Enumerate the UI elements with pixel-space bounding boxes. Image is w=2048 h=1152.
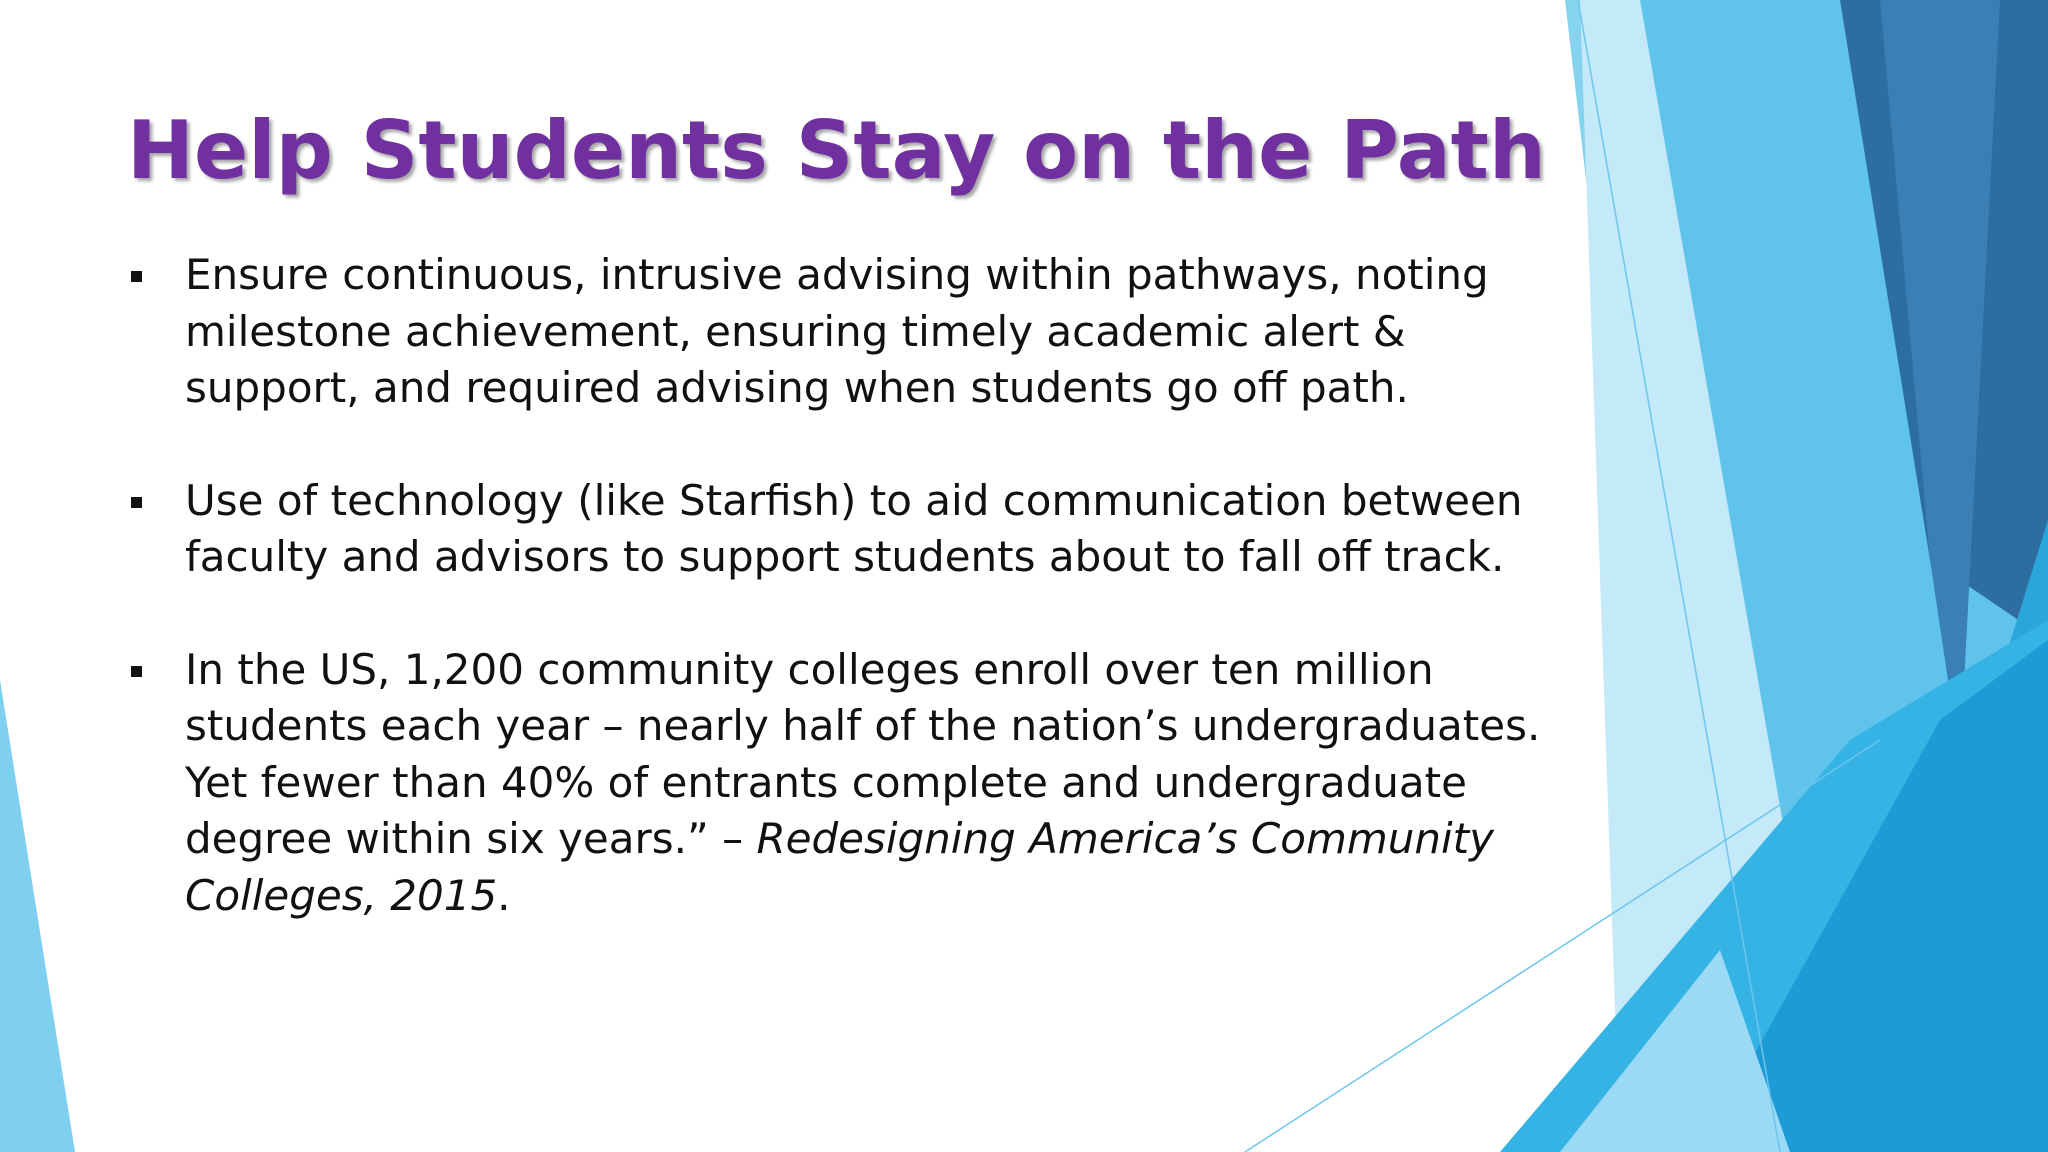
slide-title: Help Students Stay on the Path [127,104,1546,197]
bullet-text: Ensure continuous, intrusive advising within pathways, noting milestone achievement, ensuring timely academic alert & support, and required advising when students go off path. [185,250,1489,412]
citation-text: Redesigning America’s Community Colleges, 2015 [185,814,1495,920]
citation-end: . [497,870,511,920]
bullet-item-statistics [128,642,1548,925]
square-bullet-icon [131,497,142,508]
bullet-text: Use of technology (like Starfish) to aid communication between faculty and advisors to support students about to fall off track. [185,475,1523,581]
bullet-item-advising [128,247,1548,417]
facet-left-sliver [0,680,75,1152]
bullet-item-technology [128,473,1548,586]
bullet-list [128,247,1548,980]
square-bullet-icon [131,666,142,677]
bullet-text: In the US, 1,200 community colleges enroll over ten million students each year – nearly half of the nation’s undergraduates. Yet fewer than 40% of entrants complete and undergraduate degree within six years.” – [185,644,1541,863]
square-bullet-icon [131,271,142,282]
